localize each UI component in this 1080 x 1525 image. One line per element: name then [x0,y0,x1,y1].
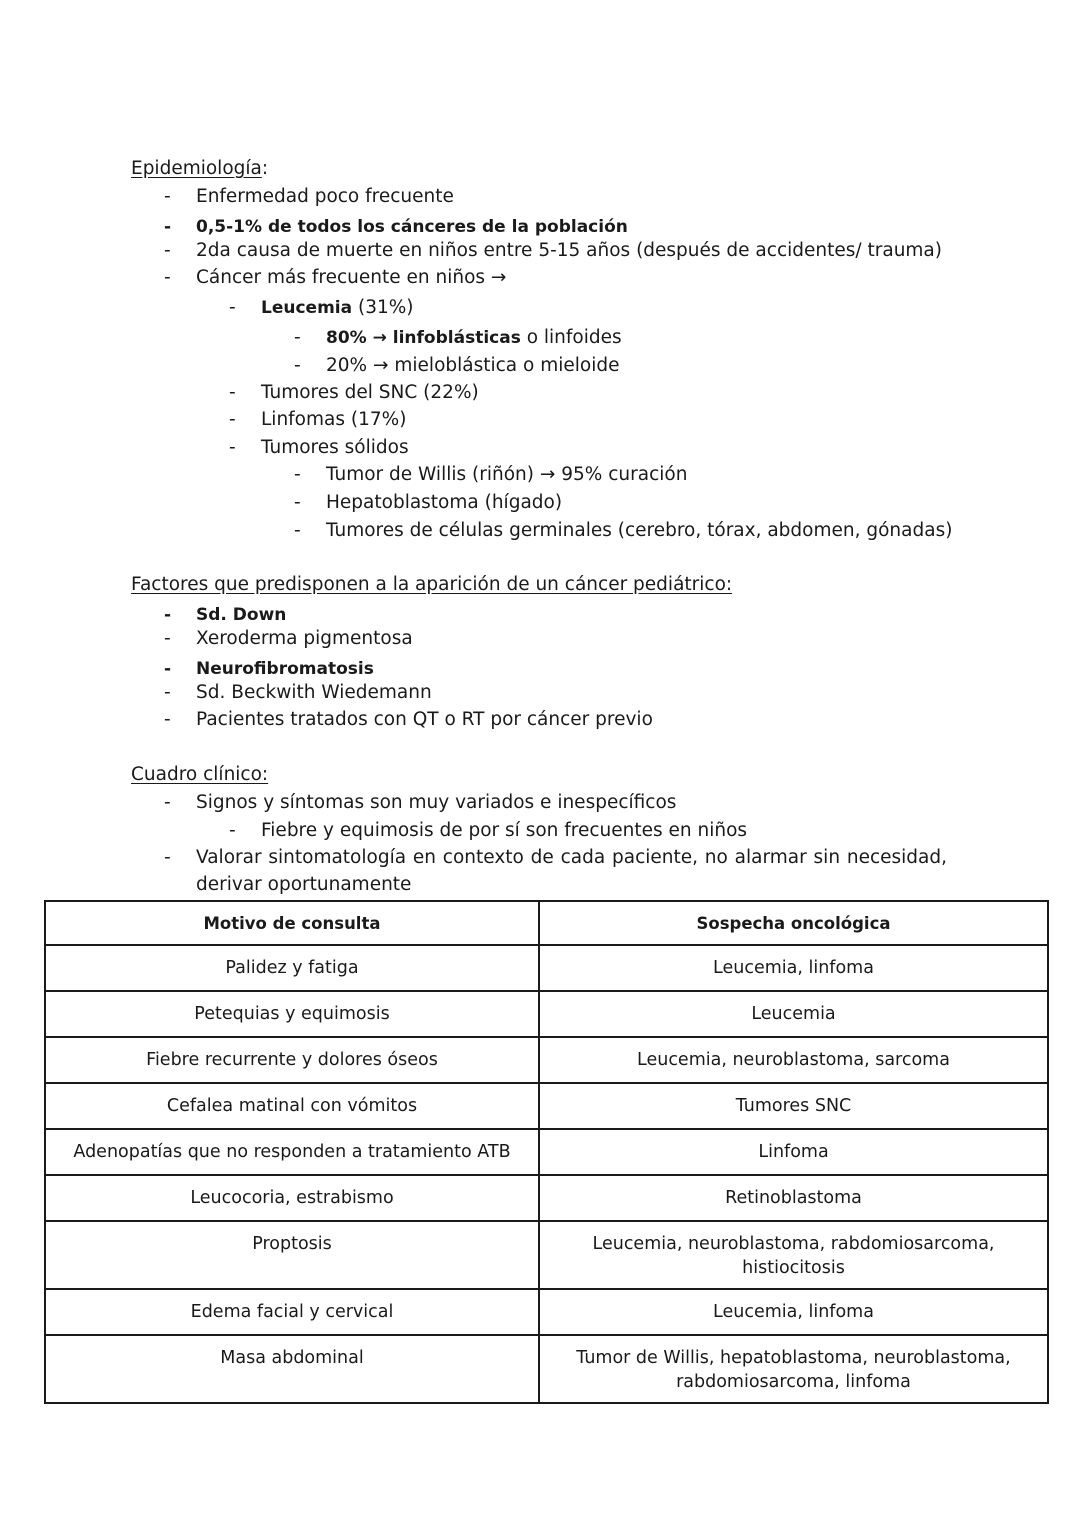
table-cell: Linfoma [539,1129,1048,1175]
table-row [45,1175,1048,1221]
table-row [45,991,1048,1037]
list-item: - Signos y síntomas son muy variados e inespecíficos [164,792,677,813]
table-row [45,1289,1048,1335]
table-cell: Tumores SNC [539,1083,1048,1129]
list-item: - Cáncer más frecuente en niños → [164,267,507,288]
list-item: - Sd. Beckwith Wiedemann [164,682,432,703]
list-item: - 0,5-1% de todos los cánceres de la población [164,217,628,237]
table-cell: Leucemia, neuroblastoma, rabdomiosarcoma, histiocitosis [539,1221,1048,1289]
table-cell: Leucemia [539,991,1048,1037]
table-cell: Edema facial y cervical [45,1289,539,1335]
list-item: - Linfomas (17%) [229,409,407,430]
list-item: - Hepatoblastoma (hígado) [294,492,563,513]
table-cell: Masa abdominal [45,1335,539,1403]
list-item: - 2da causa de muerte en niños entre 5-15 años (después de accidentes/ trauma) [164,240,942,261]
table-cell: Fiebre recurrente y dolores óseos [45,1037,539,1083]
table-cell: Petequias y equimosis [45,991,539,1037]
column-header: Sospecha oncológica [539,901,1048,945]
list-item-leukemia: - Leucemia (31%) [229,297,414,318]
table-row [45,1129,1048,1175]
epidemiology-heading: Epidemiología: [131,158,269,179]
table-row [45,1221,1048,1289]
table-header-row [45,901,1048,945]
table-cell: Cefalea matinal con vómitos [45,1083,539,1129]
list-item: - Enfermedad poco frecuente [164,186,454,207]
column-header: Motivo de consulta [45,901,539,945]
table-cell: Tumor de Willis, hepatoblastoma, neuroblastoma, rabdomiosarcoma, linfoma [539,1335,1048,1403]
list-item: - 80% → linfoblásticas o linfoides [294,327,622,348]
list-item: - Tumor de Willis (riñón) → 95% curación [294,464,688,485]
list-item: - Xeroderma pigmentosa [164,628,413,649]
table-row [45,1037,1048,1083]
table-cell: Adenopatías que no responden a tratamiento ATB [45,1129,539,1175]
table-cell: Retinoblastoma [539,1175,1048,1221]
list-item: - Pacientes tratados con QT o RT por cáncer previo [164,709,653,730]
list-item: - 20% → mieloblástica o mieloide [294,355,620,376]
list-item: - Valorar sintomatología en contexto de cada paciente, no alarmar sin necesidad, derivar oportunamente [164,847,947,895]
table-row [45,1083,1048,1129]
list-item: - Fiebre y equimosis de por sí son frecuentes en niños [229,820,748,841]
factors-heading: Factores que predisponen a la aparición de un cáncer pediátrico: [131,574,733,595]
table-row [45,945,1048,991]
list-item: - Neurofibromatosis [164,659,374,679]
list-item: - Tumores sólidos [229,437,409,458]
table-row [45,1335,1048,1403]
table-cell: Leucemia, neuroblastoma, sarcoma [539,1037,1048,1083]
table-cell: Leucocoria, estrabismo [45,1175,539,1221]
list-item: - Tumores de células germinales (cerebro, tórax, abdomen, gónadas) [294,520,953,541]
oncology-suspicion-table [44,900,1049,1404]
table-cell: Palidez y fatiga [45,945,539,991]
table-cell: Leucemia, linfoma [539,945,1048,991]
table-cell: Leucemia, linfoma [539,1289,1048,1335]
list-item: - Tumores del SNC (22%) [229,382,479,403]
clinical-heading: Cuadro clínico: [131,764,269,785]
list-item: - Sd. Down [164,605,287,625]
table-cell: Proptosis [45,1221,539,1289]
